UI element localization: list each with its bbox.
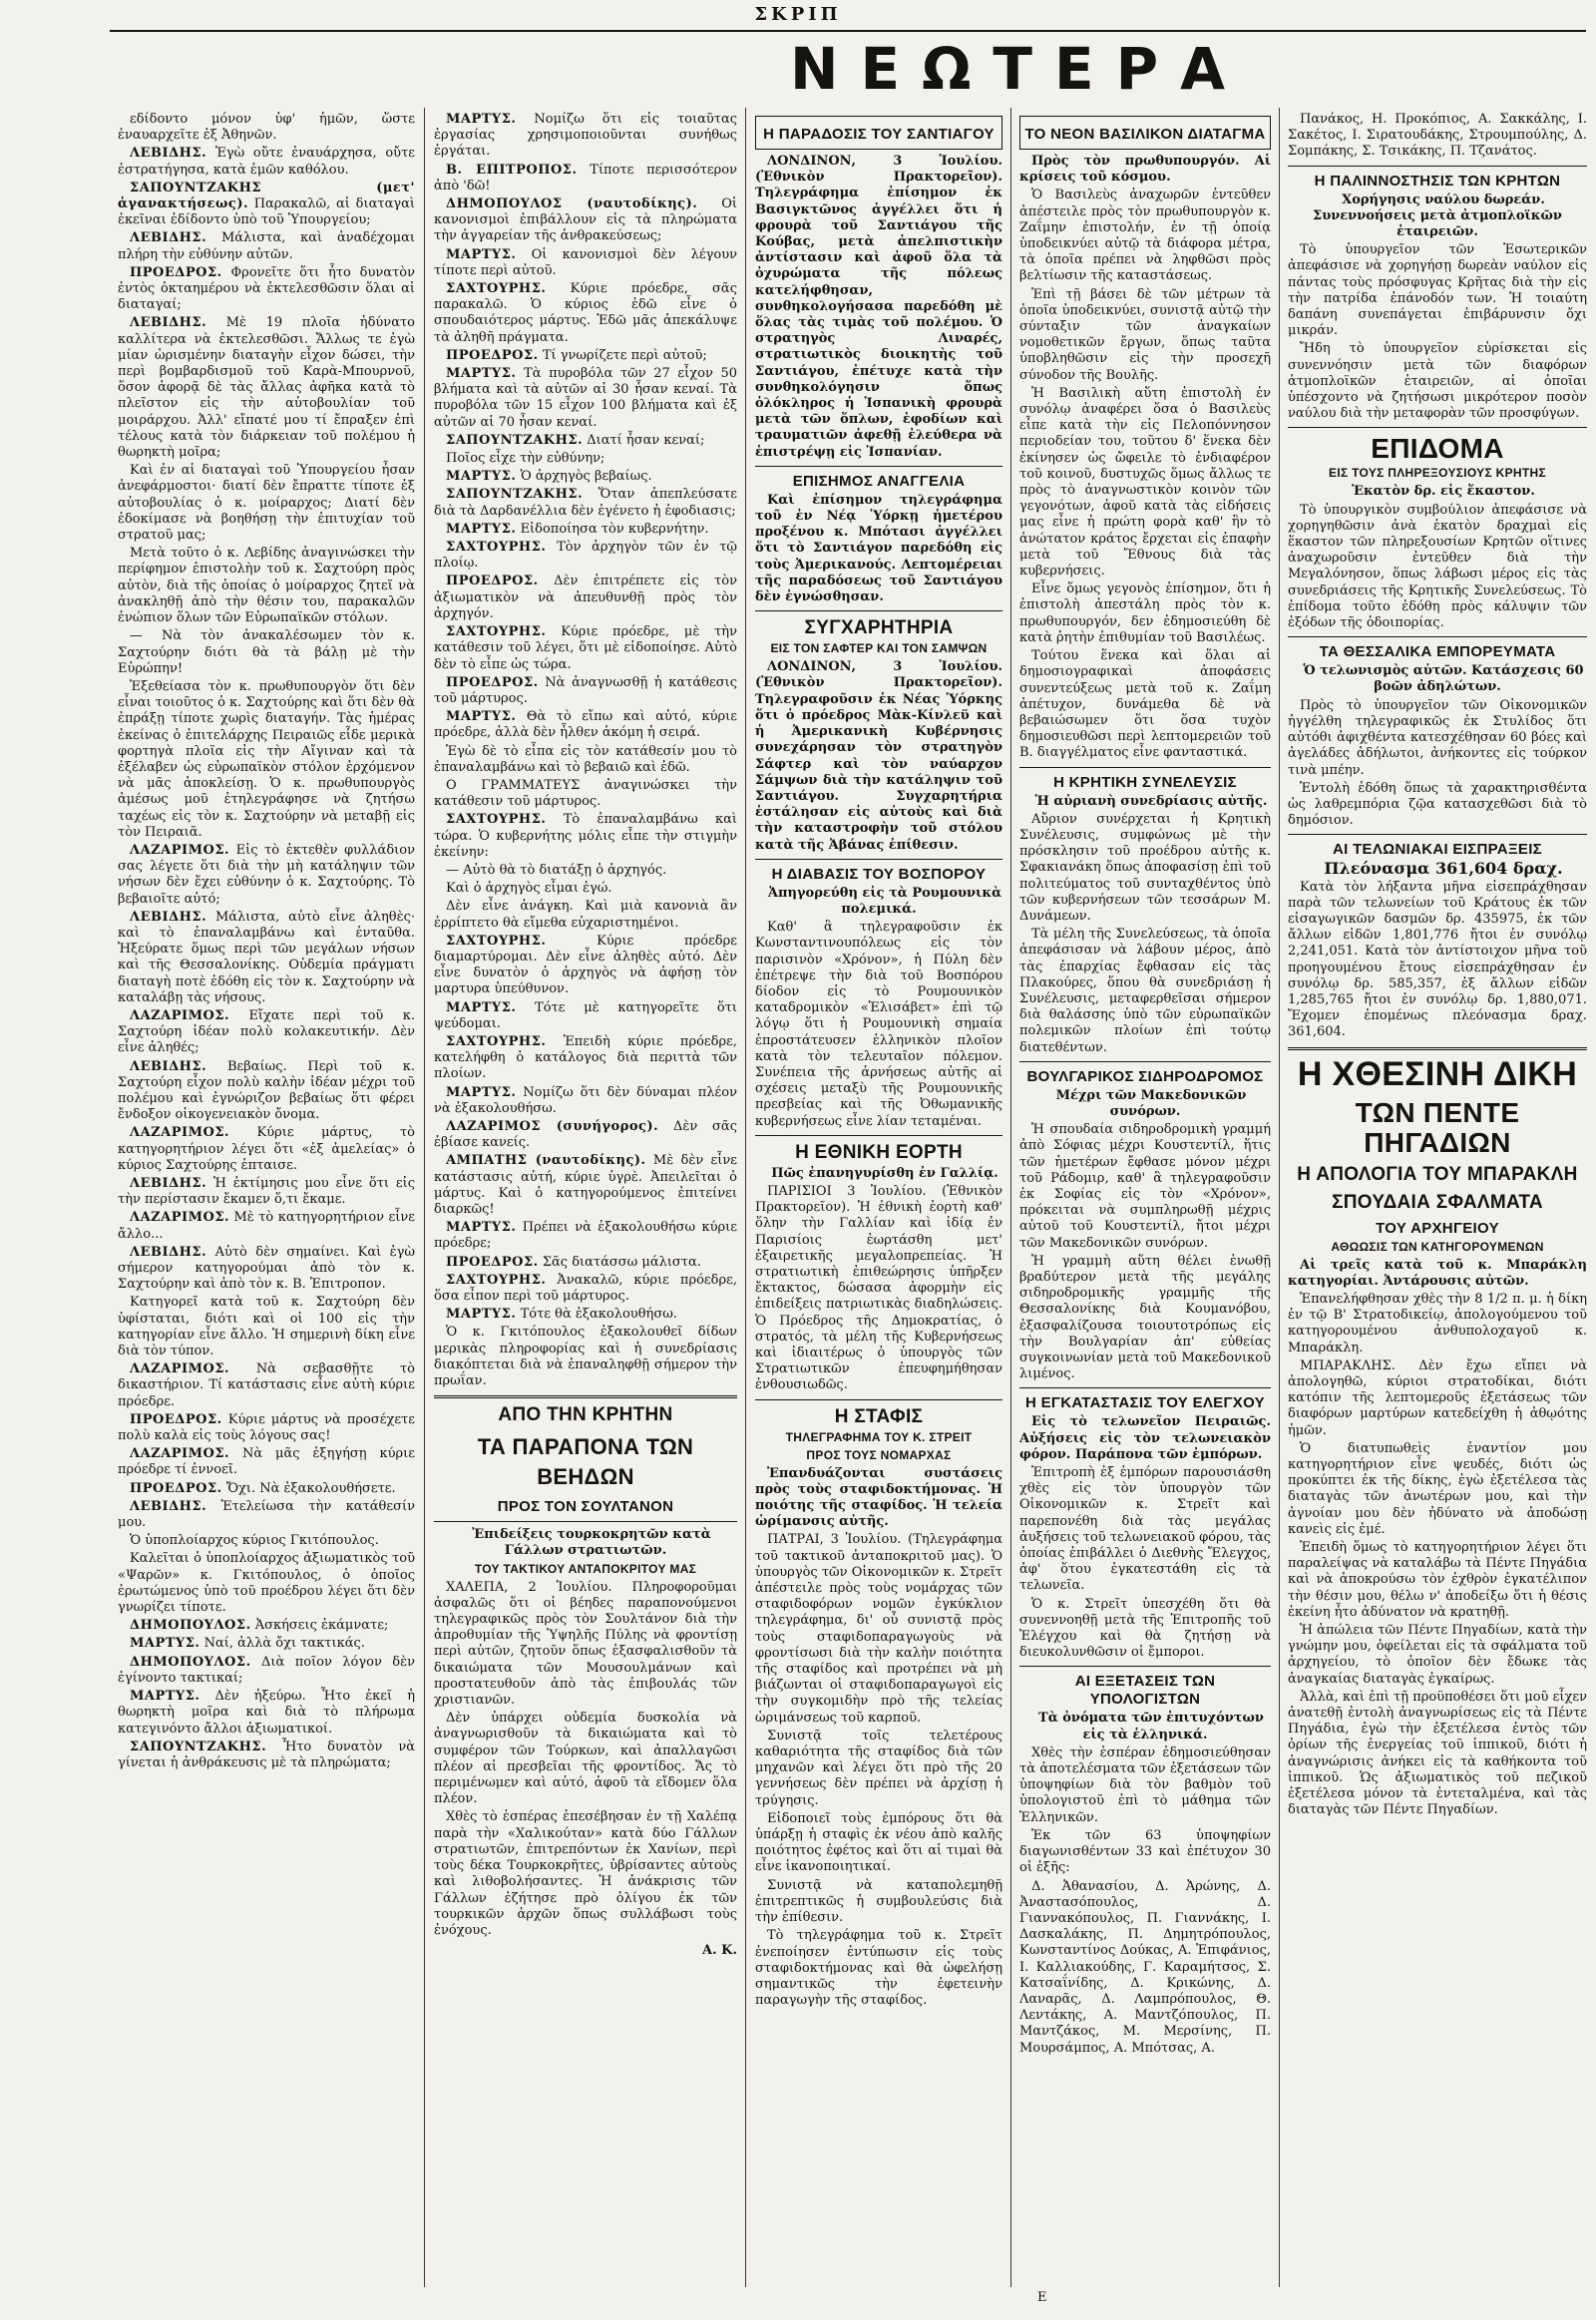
- crete-subhead: ΠΡΟΣ ΤΟΝ ΣΟΥΛΤΑΝΟΝ: [497, 1498, 674, 1516]
- paragraph: ΜΑΡΤΥΣ. Ναί, ἀλλὰ ὄχι τακτικάς.: [130, 1636, 365, 1652]
- paragraph: ΠΡΟΕΔΡΟΣ. Νὰ ἀναγνωσθῇ ἡ κατάθεσις τοῦ μάρτυρος.: [434, 674, 737, 706]
- paragraph: Ἐκ τῶν 63 ὑποψηφίων διαγωνισθέντων 33 καὶ ἐπέτυχον 30 οἱ ἐξῆς:: [1019, 1827, 1271, 1876]
- paragraph: ΣΑΧΤΟΥΡΗΣ. Κύριε πρόεδρε, σᾶς παρακαλῶ. Ὁ κύριος ἐδῶ εἶνε ὁ σπουδαιότερος μάρτυς. Ἐδῶ μᾶς ἀπεκάλυψε τὰ ἀληθῆ πράγματα.: [434, 281, 737, 345]
- speaker-name: ΛΑΖΑΡΙΜΟΣ.: [130, 842, 230, 858]
- paragraph: Χθὲς τὴν ἑσπέραν ἐδημοσιεύθησαν τὰ ἀποτελέσματα τῶν ἐξετάσεων τῶν ὑποψηφίων διὰ τὸν βαθμὸν τοῦ ὑπολογιστοῦ ἐπὶ τὸ μάθημα τῶν Ἑλληνικῶν.: [1019, 1744, 1271, 1825]
- paragraph: Καθ' ἃ τηλεγραφοῦσιν ἐκ Κωνσταντινουπόλεως εἰς τὸν παρισινὸν «Χρόνον», ἡ Πύλη δὲν ἐπέτρεψε τὴν διὰ τοῦ Βοσπόρου δίοδον εἰς τὸ Ρουμουνικὸν καταδρομικὸν «Ἐλισάβετ» ἐπὶ τῷ λόγῳ ὅτι ἡ Ρουμουνικὴ σημαία ἐπροστάτευσεν ἑλληνικὸν πλοῖον κατὰ τὸν τελευταῖον πόλεμον. Συνέπεια τῆς ἀρνήσεως αὐτῆς αἱ σχέσεις μεταξὺ τῆς Ρουμουνικῆς πρεσβείας καὶ τῆς Ὀθωμανικῆς κυβερνήσεως εἶνε λίαν τεταμέναι.: [755, 920, 1002, 1129]
- paragraph: Ἐπειδὴ ὅμως τὸ κατηγορητήριον λέγει ὅτι παραλείψας νὰ καταλάβω τὰ Πέντε Πηγάδια καὶ νὰ ἀποκρούσω τὸν ἐχθρὸν ἐγκατέλιπον τὴν θέσιν μου, θέλω ν' ἀποδείξω ὅτι ἡ θέσις ἐκείνη ἦτο ἀδύνατον νὰ κρατηθῇ.: [1288, 1540, 1587, 1620]
- bosporus-body: [755, 920, 1002, 1130]
- speaker-name: ΜΑΡΤΥΣ.: [446, 709, 517, 725]
- column-divider: [1010, 108, 1011, 2287]
- paragraph: ΜΑΡΤΥΣ. Τὰ πυροβόλα τῶν 27 εἶχον 50 βλήματα καὶ τὰ αὐτῶν αἱ 30 ἦσαν κεναί. Τὰ πυροβόλα τῶν 15 εἶχον 100 βλήματα καὶ ἐξ αὐτῶν αἱ 70 ἦσαν κεναί.: [434, 366, 737, 430]
- paragraph: Δ. Ἀθανασίου, Δ. Ἀρώνης, Δ. Ἀναστασόπουλος, Δ. Γιαννακόπουλος, Π. Γιαννάκης, Ι. Δασκαλάκης, Π. Δημητρόπουλος, Κωνσταντίνος Δούκας, Α. Ἐπιφάνιος, Ι. Καλλιακούδης, Γ. Καραμήτσος, Σ. Κατσαΐνίδης, Δ. Κρικώνης, Δ. Λαναρᾶς, Δ. Λαμπρόπουλος, Θ. Λεντάκης, Α. Μαντζόπουλος, Π. Μαντζάκος, Μ. Μερσίνης, Π. Μουρσάμπος, Α. Μπότσας, Α.: [1019, 1878, 1271, 2056]
- paragraph: ΛΕΒΙΔΗΣ. Μάλιστα, καὶ ἀναδέχομαι πλήρη τὴν εὐθύνην αὐτῶν.: [118, 230, 415, 262]
- speaker-name: ΣΑΠΟΥΝΤΖΑΚΗΣ.: [446, 432, 584, 448]
- paragraph: ΔΗΜΟΠΟΥΛΟΣ. Ἀσκήσεις ἐκάμνατε;: [130, 1618, 389, 1634]
- paragraph: ΛΕΒΙΔΗΣ. Μάλιστα, αὐτὸ εἶνε ἀληθὲς· καὶ τὸ ἐπαναλαμβάνω καὶ ἐνταῦθα. Ἠξεύρατε ὅμως περὶ τῶν μεγάλων νήσων καὶ τῆς Θεσσαλονίκης. Οὐδεμία πράγματι διαταγὴ ποτὲ ἐδόθη εἰς τὸν κ. Σαχτούρην νὰ καταλάβῃ τὰς νήσους.: [118, 909, 415, 1005]
- paragraph: Ἐξεθείασα τὸν κ. πρωθυπουργὸν ὅτι δὲν εἶναι τοιοῦτος ὁ κ. Σαχτούρης καὶ ὅτι δὲν θὰ ἐπράξῃ τίποτε χωρὶς διαταγήν. Τὰς ἡμέρας ἐκείνας ὁ ἐπιτελάρχης Πειραιῶς εἶδε μερικὰ φορτηγὰ πλοῖα εἰς τὴν Αἴγιναν καὶ τὰ ἐξέλαβεν ὡς εὐρωπαϊκὸν στόλον ἐρχόμενον νὰ μᾶς ἀποκλείσῃ. Ὁ κ. πρωθυπουργὸς ἀμέσως μοῦ ἐτηλεγράφησε νὰ ζητήσω ταχέως εἰς τὸν κ. Σαχτούρην νὰ μεταβῇ εἰς τὸν Πειραιᾶ.: [118, 678, 415, 840]
- exams-lead: Τὰ ὀνόματα τῶν ἐπιτυχόντων εἰς τὰ ἑλληνικά.: [1038, 1711, 1264, 1742]
- speaker-name: ΜΑΡΤΥΣ.: [446, 469, 517, 485]
- raisin-subhead-2: ΠΡΟΣ ΤΟΥΣ ΝΟΜΑΡΧΑΣ: [806, 1447, 952, 1462]
- rule: [1288, 636, 1587, 637]
- paragraph: Δὲν ὑπάρχει οὐδεμία δυσκολία νὰ ἀναγνωρισθοῦν τὰ δικαιώματα καὶ τὸ συμφέρον τῶν Τούρκων, καὶ ἀπαλλαγῶσι πλέον αἱ πρεσβεῖαι τῆς φροντίδος. Ἄς τὸ περιμένωμεν καὶ αὐτό, ἀφοῦ τὰ εἴδομεν ὅλα πλέον.: [434, 1711, 737, 1807]
- paragraph: Εἰδοποιεῖ τοὺς ἐμπόρους ὅτι θὰ ὑπάρξῃ ἡ σταφὶς ἐκ νέου ἀπὸ καλῆς ποιότητος ἐφέτος καὶ ὅτι αἱ τιμαὶ θὰ εἶνε ἱκανοποιητικαί.: [755, 1810, 1002, 1875]
- cretan-assembly-headline: Η ΚΡΗΤΙΚΗ ΣΥΝΕΛΕΥΣΙΣ: [1053, 773, 1237, 791]
- paragraph: ΛΑΖΑΡΙΜΟΣ. Εἴχατε περὶ τοῦ κ. Σαχτούρη ἰδέαν πολὺ κολακευτικήν. Δὲν εἶνε ἀληθές;: [118, 1007, 415, 1056]
- paragraph: ΛΕΒΙΔΗΣ. Βεβαίως. Περὶ τοῦ κ. Σαχτούρη εἶχον πολὺ καλὴν ἰδέαν μέχρι τοῦ πολέμου καὶ ἐγνώριζον βεβαίως ὅτι φέρει ἔνδοξον οἰκογενειακὸν ὄνομα.: [118, 1058, 415, 1123]
- railway-headline: ΒΟΥΛΓΑΡΙΚΟΣ ΣΙΔΗΡΟΔΡΟΜΟΣ: [1026, 1067, 1264, 1085]
- speaker-name: ΛΕΒΙΔΗΣ.: [130, 1176, 207, 1191]
- paragraph: ΣΑΠΟΥΝΤΖΑΚΗΣ (μετ' ἀγανακτήσεως). Παρακαλῶ, αἱ διαταγαὶ ἐκεῖναι ἐδίδοντο ὑπὸ τοῦ Ὑπουργείου;: [118, 180, 415, 228]
- paragraph: ΜΑΡΤΥΣ. Τότε μὲ κατηγορεῖτε ὅτι ψεύδομαι.: [434, 999, 737, 1031]
- paragraph: Τούτου ἕνεκα καὶ ὅλαι αἱ δημοσιογραφικαὶ ἀποφάσεις συνεντεύξεως μετὰ τοῦ κ. Ζαΐμη ἀπέτυχον, δυνάμεθα δὲ νὰ βεβαιώσωμεν ὅτι ὅσα τυχὸν δημοσιευθῶσι περὶ λεπτομερειῶν τοῦ Β. διαγγέλματος εἶνε φανταστικά.: [1019, 648, 1271, 761]
- paragraph: Κατὰ τὸν λήξαντα μῆνα εἰσεπράχθησαν παρὰ τῶν τελωνείων τοῦ Κράτους ἐκ τῶν εἰσαγωγικῶν δασμῶν δρ. 435975, ἐκ τῶν ἄλλων εἰδῶν 1,801,776 ἤτοι ἐν συνόλῳ 2,241,051. Κατὰ τὸν ἀντίστοιχον μῆνα τοῦ προηγουμένου ἔτους εἰσεπράχθησαν ἐν συνόλῳ δρ. 585,357, ἐξ ἄλλων εἰδῶν 1,285,765 ἤτοι ἐν συνόλῳ δρ. 1,880,071. Ἔχομεν ἐπομένως πλεόνασμα δραχ. 361,604.: [1288, 879, 1587, 1040]
- decree-headline: ΤΟ ΝΕΟΝ ΒΑΣΙΛΙΚΟΝ ΔΙΑΤΑΓΜΑ: [1024, 126, 1266, 143]
- official-headline: ΕΠΙΣΗΜΟΣ ΑΝΑΓΓΕΛΙΑ: [792, 472, 966, 490]
- paragraph: ΛΕΒΙΔΗΣ. Αὐτὸ δὲν σημαίνει. Καὶ ἐγὼ σήμερον κατηγορούμαι ἀπὸ τὸν κ. Σαχτούρην καὶ ἀπὸ τὸν κ. Β. Ἐπιτροπον.: [118, 1244, 415, 1293]
- allowance-headline: ΕΠΙΔΟΜΑ: [1371, 433, 1504, 465]
- paragraph: ΜΑΡΤΥΣ. Ὁ ἀρχηγὸς βεβαίως.: [446, 469, 652, 485]
- column-4: [1019, 112, 1271, 2276]
- speaker-name: ΜΑΡΤΥΣ.: [130, 1689, 200, 1705]
- speaker-name: ΔΗΜΟΠΟΥΛΟΣ.: [130, 1654, 251, 1670]
- paragraph: ΠΑΡΙΣΙΟΙ 3 Ἰουλίου. (Ἐθνικὸν Πρακτορεῖον). Ἡ ἐθνικὴ ἑορτὴ καθ' ὅλην τὴν Γαλλίαν καὶ ἰδίᾳ ἐν Παρισίοις ἑωρτάσθη μετ' ἐξαιρετικῆς μεγαλοπρεπείας. Ἡ στρατιωτικὴ ἐπιθεώρησις ὑπῆρξεν ἔκτακτος, δώσασα ἀφορμὴν εἰς ἐπιδείξεις πατριωτικὰς διαδηλώσεις. Ὁ Πρόεδρος τῆς Δημοκρατίας, ὁ στρατός, τὰ μέλη τῆς Κυβερνήσεως καὶ ἰδιαιτέρως ὁ ὑπουργὸς τῶν Στρατιωτικῶν ἐπευφημήθησαν ἐνθουσιωδῶς.: [755, 1183, 1002, 1393]
- repatriation-headline: Η ΠΑΛΙΝΝΟΣΤΗΣΙΣ ΤΩΝ ΚΡΗΤΩΝ: [1314, 172, 1561, 190]
- speaker-name: ΑΜΠΑΤΗΣ (ναυτοδίκης).: [446, 1153, 646, 1169]
- rule: [755, 610, 1002, 611]
- speaker-name: ΛΕΒΙΔΗΣ.: [130, 1498, 207, 1514]
- raisin-headline: Η ΣΤΑΦΙΣ: [834, 1405, 924, 1427]
- speaker-name: ΛΑΖΑΡΙΜΟΣ.: [130, 1125, 230, 1141]
- speaker-name: ΣΑΧΤΟΥΡΗΣ.: [446, 812, 547, 828]
- speaker-name: ΠΡΟΕΔΡΟΣ.: [446, 674, 539, 690]
- paragraph: ΛΑΖΑΡΙΜΟΣ. Μὲ τὸ κατηγορητήριον εἶνε ἄλλο...: [118, 1210, 415, 1242]
- paragraph: Συνιστᾷ τοῖς τελετέρους καθαριότητα τῆς σταφίδος διὰ τῶν μηχανῶν καὶ λέγει ὅτι πρὸ τῆς 20 γεννήσεως δὲν πρέπει νὰ ἀρχίσῃ ἡ τρύγησις.: [755, 1728, 1002, 1808]
- paragraph: Ὁ διατυπωθεὶς ἐναντίον μου κατηγορητήριον εἶνε ψευδές, διότι ὡς προκύπτει ἐκ τῆς δίκης, ἐγὼ ἐξετέλεσα τὰς διαταγὰς τῶν ἀνωτέρων μου, καὶ τὴν ἀγνοίαν μου δὲν ἠδύνατο νὰ ἀποδώσῃ κανεὶς εἰς ἐμέ.: [1288, 1440, 1587, 1537]
- speaker-name: ΠΡΟΕΔΡΟΣ.: [130, 1480, 222, 1496]
- speaker-name: ΜΑΡΤΥΣ.: [446, 1220, 517, 1236]
- article-santiago: [755, 116, 1002, 150]
- rule: [1019, 1061, 1271, 1062]
- paragraph: — Αὐτὸ θὰ τὸ διατάξῃ ὁ ἀρχηγός.: [446, 862, 667, 878]
- paragraph: ΠΡΟΕΔΡΟΣ. Τί γνωρίζετε περὶ αὐτοῦ;: [446, 347, 707, 363]
- bosporus-lead: Ἀπηγορεύθη εἰς τὰ Ρουμουνικὰ πολεμικά.: [767, 885, 1002, 917]
- santiago-text: ΛΟΝΔΙΝΟΝ, 3 Ἰουλίου. (Ἐθνικὸν Πρακτορεῖον). Τηλεγράφημα ἐπίσημον ἐκ Βασιγκτῶνος ἀγγέλλει ὅτι ἡ φρουρὰ τοῦ Σαντιάγου τῆς Κούβας, μετὰ ἀπελπιστικὴν ἀντίστασιν καὶ ἀφοῦ ὅλα τὰ ὀχυρώματα τῆς πόλεως κατελήφθησαν, συνθηκολογήσασα παρεδόθη μὲ ὅλας τὰς τιμὰς τοῦ πολέμου. Ὁ στρατηγὸς Λιναρές, στρατιωτικὸς διοικητὴς τοῦ Σαντιάγου, ἐπέτυχε κατὰ τὴν συνθηκολόγησιν ὅπως ὁλόκληρος ἡ Ἰσπανικὴ φρουρὰ μετὰ τῶν ὅπλων, ἐφοδίων καὶ τραυματιῶν ἀφεθῇ ἐλεύθερα νὰ ἐπιστρέψῃ εἰς Ἰσπανίαν.: [755, 154, 1002, 460]
- speaker-name: ΣΑΧΤΟΥΡΗΣ.: [446, 1033, 547, 1049]
- national-holiday-lead: Πῶς ἐπανηγυρίσθη ἐν Γαλλίᾳ.: [771, 1165, 998, 1181]
- paragraph: ΠΡΟΕΔΡΟΣ. Σᾶς διατάσσω μάλιστα.: [446, 1254, 701, 1270]
- speaker-name: ΜΑΡΤΥΣ.: [446, 521, 517, 537]
- paragraph: ΣΑΧΤΟΥΡΗΣ. Ἐπειδὴ κύριε πρόεδρε, κατελήφθη ὁ κατάλογος διὰ περιττὰ τῶν πλοίων.: [434, 1033, 737, 1082]
- paragraph: Τὸ τηλεγράφημα τοῦ κ. Στρεῖτ ἐνεποίησεν ἐντύπωσιν εἰς τοὺς σταφιδοκτήμονας καὶ θὰ ὠφελήσῃ σημαντικῶς τὴν ἐφετεινὴν παραγωγὴν τῆς σταφίδος.: [755, 1928, 1002, 2009]
- column-2-body: [434, 112, 737, 1389]
- allowance-lead: Ἑκατὸν δρ. εἰς ἕκαστον.: [1352, 484, 1535, 500]
- speaker-name: ΛΕΒΙΔΗΣ.: [130, 146, 207, 162]
- speaker-name: ΜΑΡΤΥΣ.: [446, 246, 517, 262]
- paragraph: Τὰ μέλη τῆς Συνελεύσεως, τὰ ὁποῖα ἀπεφάσισαν νὰ λάβουν μέρος, ἀπὸ τὰς ἐπαρχίας ἔφθασαν εἰς τὰς Πλακούρες, ὅπου θὰ συνεδριάσῃ ἡ Συνέλευσις, μεταφερθεῖσαι σήμερον διὰ θαλάσσης ὑπὸ τῶν εὐρωπαϊκῶν πολεμικῶν πλοίων ἐπὶ τούτῳ διατεθέντων.: [1019, 927, 1271, 1055]
- speaker-name: ΛΕΒΙΔΗΣ.: [130, 315, 207, 331]
- paragraph: Μετὰ τοῦτο ὁ κ. Λεβίδης ἀναγινώσκει τὴν περίφημον ἐπιστολὴν τοῦ κ. Σαχτούρη πρὸς αὐτὸν, διὰ τῆς ὁποίας ὁ μοίραρχος ζητεῖ νὰ ἀνακληθῇ ἀπὸ τὴν θέσιν του, παρακαλῶν ἐνώπιον ὅλων τῶν Εὐρωπαϊκῶν στόλων.: [118, 546, 415, 626]
- thessaly-lead: Ὁ τελωνισμὸς αὐτῶν. Κατάσχεσις 60 βοῶν ἀδηλώτων.: [1303, 663, 1584, 695]
- paragraph: Δὲν εἶνε ἀνάγκη. Καὶ μιὰ κανονιὰ ἂν ἐρρίπτετο θὰ εἴμεθα εὐχαριστημένοι.: [434, 899, 737, 931]
- paragraph: ΣΑΧΤΟΥΡΗΣ. Τὸ ἐπαναλαμβάνω καὶ τώρα. Ὁ κυβερνήτης μόλις εἶπε τὴν στιγμὴν ἐκείνην:: [434, 812, 737, 860]
- allowance-body: [1288, 503, 1587, 632]
- paragraph: Ἐπὶ τῇ βάσει δὲ τῶν μέτρων τὰ ὁποῖα ὑποδεικνύει, συνιστᾷ αὐτῷ τὴν σύνταξιν τῶν ἀναγκαίων νομοθετικῶν ἔργων, ὅπως ταῦτα ὑποβληθῶσιν εἰς τὴν προσεχῆ σύνοδον τῆς Βουλῆς.: [1019, 286, 1271, 383]
- speaker-name: ΣΑΠΟΥΝΤΖΑΚΗΣ.: [130, 1739, 267, 1754]
- speaker-name: ΠΡΟΕΔΡΟΣ.: [130, 1411, 222, 1427]
- customs-lead: Πλεόνασμα 361,604 δραχ.: [1324, 859, 1563, 879]
- paragraph: ΜΠΑΡΑΚΛΗΣ. Δὲν ἔχω εἴπει νὰ ἀπολογηθῶ, κύριοι στρατοδίκαι, διότι κατόπιν τῆς λεπτομεροῦς ἐξετάσεως τῶν διαφόρων μαρτύρων κατεδείχθη ἡ ἀθῳότης ἡμῶν.: [1288, 1357, 1587, 1438]
- section-rule: [1288, 1047, 1587, 1050]
- speaker-name: ΜΑΡΤΥΣ.: [446, 1307, 517, 1323]
- trial-lead: Αἱ τρεῖς κατὰ τοῦ κ. Μπαράκλη κατηγορίαι. Ἀντάρουσις αὐτῶν.: [1288, 1257, 1587, 1289]
- paragraph: Ἐντολὴ ἐδόθη ὅπως τὰ χαρακτηρισθέντα ὡς λαθρεμπόρια ζῷα κατασχεθῶσι διὰ τὸ δημόσιον.: [1288, 780, 1587, 829]
- paragraph: ΣΑΠΟΥΝΤΖΑΚΗΣ. Ἦτο δυνατὸν νὰ γίνεται ἡ ἀνθράκευσις μὲ τὰ πληρώματα;: [118, 1739, 415, 1770]
- speaker-name: ΣΑΧΤΟΥΡΗΣ.: [446, 1272, 547, 1288]
- paragraph: Χθὲς τὸ ἑσπέρας ἐπεσέβησαν ἐν τῇ Χαλέπᾳ παρὰ τὴν «Χαλικούταν» κατὰ δύο Γάλλων στρατιωτῶν, ἐπιτρεπόντων ἐκ Χανίων, περὶ τοὺς δέκα Τουρκοκρῆτες, ὑβρίσαντες αὐτοὺς καὶ λιθοβολήσαντες. Ἡ ἀνάκρισις τῶν Γάλλων ἐζήτησε πρὸ ὀλίγου ἐκ τῶν τουρκικῶν ἀρχῶν ὅπως συλλάβωσι τοὺς ἐνόχους.: [434, 1809, 737, 1938]
- speaker-name: ΜΑΡΤΥΣ.: [446, 999, 517, 1015]
- control-headline: Η ΕΓΚΑΤΑΣΤΑΣΙΣ ΤΟΥ ΕΛΕΓΧΟΥ: [1025, 1394, 1265, 1412]
- rule: [1019, 1666, 1271, 1667]
- paragraph: Ἐγὼ δὲ τὸ εἶπα εἰς τὸν κατάθεσίν μου τὸ ἐπαναλαμβάνω καὶ τὸ βεβαιῶ καὶ ἐδῶ.: [434, 743, 737, 775]
- national-holiday-body: [755, 1184, 1002, 1394]
- congrats-headline: ΣΥΓΧΑΡΗΤΗΡΙΑ: [804, 617, 954, 639]
- railway-lead: Μέχρι τῶν Μακεδονικῶν συνόρων.: [1055, 1087, 1247, 1119]
- speaker-name: ΜΑΡΤΥΣ.: [446, 366, 517, 382]
- paragraph: Τὸ ὑπουργικὸν συμβούλιον ἀπεφάσισε νὰ χορηγηθῶσιν ἀνὰ ἑκατὸν δραχμαὶ εἰς ἕκαστον τῶν πληρεξουσίων Κρητῶν οἵτινες ἀναχωροῦσιν ἐντεῦθεν διὰ τὴν Μεγαλόνησον, ὅπως λάβωσι μέρος εἰς τὰς συνεδριάσεις τῆς Κρητικῆς Συνελεύσεως. Τὸ ἐπίδομα τοῦτο ἐδόθη πρὸς κάλυψιν τῶν ἐξόδων τῆς ὁδοιπορίας.: [1288, 502, 1587, 631]
- bosporus-headline: Η ΔΙΑΒΑΣΙΣ ΤΟΥ ΒΟΣΠΟΡΟΥ: [771, 865, 987, 883]
- thessaly-body: [1288, 698, 1587, 830]
- paragraph: Β. ΕΠΙΤΡΟΠΟΣ. Τίποτε περισσότερον ἀπὸ 'δῶ!: [434, 162, 737, 193]
- crete-body: [434, 1580, 737, 1939]
- paragraph: ΛΑΖΑΡΙΜΟΣ. Νὰ σεβασθῇτε τὸ δικαστήριον. Τί κατάστασις εἶνε αὐτὴ κύριε πρόεδρε.: [118, 1361, 415, 1409]
- control-lead: Εἰς τὸ τελωνεῖον Πειραιῶς. Αὐξήσεις εἰς τὸν τελωνειακὸν φόρον. Παράπονα τῶν ἐμπόρων.: [1019, 1414, 1271, 1462]
- rule: [755, 1399, 1002, 1400]
- paragraph: ΜΑΡΤΥΣ. Οἱ κανονισμοὶ δὲν λέγουν τίποτε περὶ αὐτοῦ.: [434, 246, 737, 278]
- customs-headline: ΑΙ ΤΕΛΩΝΙΑΚΑΙ ΕΙΣΠΡΑΞΕΙΣ: [1333, 841, 1542, 859]
- rule: [755, 466, 1002, 467]
- paragraph: ΣΑΠΟΥΝΤΖΑΚΗΣ. Διατί ἦσαν κεναί;: [446, 432, 705, 448]
- speaker-name: ΛΑΖΑΡΙΜΟΣ (συνήγορος).: [446, 1118, 659, 1134]
- paragraph: ΠΡΟΕΔΡΟΣ. Ὄχι. Νὰ ἐξακολουθήσετε.: [130, 1480, 396, 1496]
- paragraph: Ἐπιτροπὴ ἐξ ἐμπόρων παρουσιάσθη χθὲς εἰς τὸν ὑπουργὸν τῶν Οἰκονομικῶν κ. Στρεῖτ καὶ παρεπονέθη διὰ τὰς μεγάλας ἀυξήσεις τοῦ τελωνειακοῦ φόρου, τὰς ὁποίας ἐπιβάλλει ὁ Διεθνὴς Ἔλεγχος, ἀφ' ὅτου ἐγκατεστάθη εἰς τὰ τελωνεῖα.: [1019, 1465, 1271, 1594]
- paragraph: ΠΡΟΕΔΡΟΣ. Δὲν ἐπιτρέπετε εἰς τὸν ἀξιωματικὸν νὰ ἀπευθυνθῇ πρὸς τὸν ἀρχηγόν.: [434, 574, 737, 621]
- paragraph: Ἡ ἀπώλεια τῶν Πέντε Πηγαδίων, κατὰ τὴν γνώμην μου, ὀφείλεται εἰς τὰ σφάλματα τοῦ ἀρχηγείου, τὸ ὁποῖον δὲν ἔδωκε τὰς ἀναγκαίας διαταγὰς ἐγκαίρως.: [1288, 1623, 1587, 1687]
- speaker-name: ΛΑΖΑΡΙΜΟΣ.: [130, 1210, 230, 1226]
- paragraph: Καὶ ὁ ἀρχηγὸς εἶμαι ἐγώ.: [446, 881, 612, 897]
- exams-body: [1019, 1745, 1271, 2057]
- speaker-name: ΛΕΒΙΔΗΣ.: [130, 230, 207, 246]
- crete-byline: ΤΟΥ ΤΑΚΤΙΚΟΥ ΑΝΤΑΠΟΚΡΙΤΟΥ ΜΑΣ: [474, 1561, 697, 1576]
- paragraph: ΛΑΖΑΡΙΜΟΣ (συνήγορος). Δὲν σᾶς ἐβίασε κανείς.: [434, 1118, 737, 1151]
- paragraph: Ἡ γραμμὴ αὕτη θέλει ἑνωθῇ βραδύτερον μετὰ τῆς μεγάλης σιδηροδρομικῆς γραμμῆς τῆς Θεσσαλονίκης διὰ Κουμανόβου, ἐξασφαλίζουσα τοιουτοτρόπως εἰς τὴν Βουλγαρίαν ἀπ' εὐθείας συγκοινωνίαν μετὰ τοῦ Μακεδονικοῦ λιμένος.: [1019, 1253, 1271, 1382]
- paragraph: Ἡ Βασιλικὴ αὕτη ἐπιστολὴ ἐν συνόλῳ ἀναφέρει ὅσα ὁ Βασιλεὺς εἶπε κατὰ τὴν εἰς Πελοπόννησον περιοδείαν του, τοῦτου δ' ἕνεκα δὲν ἐκίνησεν ὡς ὤφειλε τὸ ἐνδιαφέρον τοῦ κοινοῦ, δυστυχῶς ὅμως ἄλλως τε πρὸς τὸ ἀναγνωστικὸν κοινὸν τῶν γεγονότων, ἀφοῦ κατὰ τὰς εἰδήσεις μας εἶνε ἡ πρώτη φορὰ καθ' ἣν τὸ ἀνώτατον κράτος ἔρχεται εἰς ἐπαφὴν μετὰ τοῦ Ἔθνους διὰ τὰς κυβερνήσεις.: [1019, 385, 1271, 580]
- paragraph: ΜΑΡΤΥΣ. Νομίζω ὅτι δὲν δύναμαι πλέον νὰ ἐξακολουθήσω.: [434, 1084, 737, 1116]
- paragraph: Εἶνε ὅμως γεγονὸς ἐπίσημον, ὅτι ἡ ἐπιστολὴ ἀπεστάλη πρὸς τὸν κ. πρωθυπουργόν, δεν ἐδημοσιεύθη δὲ κατὰ ῥητὴν ἐπιθυμίαν τοῦ Βασιλέως.: [1019, 581, 1271, 645]
- official-text: Καὶ ἐπίσημον τηλεγράφημα τοῦ ἐν Νέᾳ Ὑόρκῃ ἡμετέρου προξένου κ. Μπότασι ἀγγέλλει ὅτι τὸ Σαντιάγον παρεδόθη εἰς τοὺς Ἀμερικανούς. Λεπτομέρειαι τῆς παραδόσεως τοῦ Σαντιάγου δὲν ἐγνώσθησαν.: [755, 492, 1002, 605]
- paragraph: Ἡ σπουδαία σιδηροδρομικὴ γραμμή ἀπὸ Σόφιας μέχρι Κουστεντίλ, ἥτις τῶν ἡμετέρων ἔφθασε μόνον μέχρι τοῦ Ράδομιρ, καθ' ἃ τηλεγραφοῦσιν ἐκ Σοφίας εἰς τὸν «Χρόνον», πρόκειται νὰ συμπληρωθῇ μέχρις αὐτοῦ τοῦ Κουστεντίλ, ἤτοι μέχρι τῶν Μακεδονικῶν συνόρων.: [1019, 1122, 1271, 1251]
- speaker-name: ΠΡΟΕΔΡΟΣ.: [130, 264, 222, 280]
- trial-subhead-2: ΣΠΟΥΔΑΙΑ ΣΦΑΛΜΑΤΑ: [1332, 1191, 1543, 1213]
- repatriation-lead: Χορήγησις ναύλου δωρεάν. Συνεννοήσεις μετὰ ἀτμοπλοϊκῶν ἑταιρειῶν.: [1313, 192, 1562, 240]
- paragraph: ΛΕΒΙΔΗΣ. Ἡ ἐκτίμησις μου εἶνε ὅτι εἰς τὴν περίστασιν ἔκαμεν ὅ,τι ἔκαμε.: [118, 1176, 415, 1208]
- speaker-name: ΜΑΡΤΥΣ.: [446, 112, 517, 127]
- speaker-name: ΠΡΟΕΔΡΟΣ.: [446, 1254, 539, 1270]
- masthead-rule: [110, 30, 1586, 32]
- speaker-name: ΜΑΡΤΥΣ.: [446, 1084, 517, 1100]
- trial-subhead-4: ΑΘΩΩΣΙΣ ΤΩΝ ΚΑΤΗΓΟΡΟΥΜΕΝΩΝ: [1331, 1239, 1544, 1254]
- santiago-headline: Η ΠΑΡΑΔΟΣΙΣ ΤΟΥ ΣΑΝΤΙΑΓΟΥ: [763, 126, 995, 143]
- paragraph: Ἐπανελήφθησαν χθὲς τὴν 8 1/2 π. μ. ἡ δίκη ἐν τῷ Β' Στρατοδικείῳ, ἀπολογούμενου τοῦ κατηγορουμένου ἀνθυπολοχαγοῦ κ. Μπαράκλη.: [1288, 1291, 1587, 1355]
- paragraph: ΣΑΧΤΟΥΡΗΣ. Κύριε πρόεδρε, μὲ τὴν κατάθεσιν τοῦ λέγει, ὅτι μὲ εἰδοποίησε. Αὐτὸ δὲν τὸ εἶπε ὡς τώρα.: [434, 624, 737, 672]
- paragraph: ΛΕΒΙΔΗΣ. Μὲ 19 πλοῖα ἠδύνατο καλλίτερα νὰ ἐκτελεσθῶσι. Ἄλλως τε ἐγὼ μίαν ὡρισμένην διαταγὴν εἶχον δώσει, τὴν περὶ βομβαρδισμοῦ τοῦ Καρὰ-Μπουρνοῦ, ὅσον ἀφορᾷ δὲ τὰς ἄλλας ἀφῆκα κατὰ τὸ πλεῖστον εἰς τὴν αὐτοβουλίαν τοῦ μοιράρχου. Ἀλλ' εἴπατέ μου τί ἔπραξεν ἐπὶ τέλους κατὰ τὸν διάρκειαν τοῦ πολέμου ἡ θωρηκτὴ μοῖρα;: [118, 315, 415, 461]
- paragraph: ΠΑΤΡΑΙ, 3 Ἰουλίου. (Τηλεγράφημα τοῦ τακτικοῦ ἀνταποκριτοῦ μας). Ὁ ὑπουργὸς τῶν Οἰκονομικῶν κ. Στρεῖτ ἀπέστειλε πρὸς τοὺς νομάρχας τῶν σταφιδοφόρων νομῶν ἐγκύκλιον τηλεγράφημα, δι' οὗ συνιστᾷ πρὸς τοὺς σταφιδοπαραγωγοὺς νὰ φροντίσωσι διὰ τὴν καλὴν ποιότητα τῆς σταφίδος καὶ προτρέπει νὰ μὴ βιάζωνται οἱ σταφιδοπαραγωγοὶ εἰς τὴν συγκομιδὴν πρὸ τῆς τελείας ὡριμάνσεως τοῦ καρποῦ.: [755, 1532, 1002, 1726]
- paragraph: Κατηγορεῖ κατὰ τοῦ κ. Σαχτούρη δὲν ὑφίσταται, διότι καὶ οἱ 100 εἰς τὴν κατηγορίαν εἶνε ἄλλο. Ἡ σημερινὴ δίκη εἶνε διὰ τὸν τύπον.: [118, 1295, 415, 1359]
- paragraph: Ποῖος εἶχε τὴν εὐθύνην;: [446, 451, 605, 467]
- newspaper-name: ΣΚΡΙΠ: [754, 4, 842, 25]
- raisin-lead: Ἐπανδυάζονται συστάσεις πρὸς τοὺς σταφιδοκτήμονας. Ἡ ποιότης τῆς σταφίδος. Ἡ τελεία ὡρίμανσις αὐτῆς.: [755, 1465, 1002, 1530]
- column-2: [434, 112, 737, 2276]
- speaker-name: ΛΕΒΙΔΗΣ.: [130, 909, 207, 925]
- paragraph: ΛΑΖΑΡΙΜΟΣ. Νὰ μᾶς ἐξηγήσῃ κύριε πρόεδρε τί ἐννοεῖ.: [118, 1446, 415, 1478]
- speaker-name: ΛΑΖΑΡΙΜΟΣ.: [130, 1007, 230, 1023]
- speaker-name: Β. ΕΠΙΤΡΟΠΟΣ.: [446, 162, 578, 178]
- paragraph: ΜΑΡΤΥΣ. Τότε θὰ ἐξακολουθήσω.: [446, 1307, 677, 1323]
- column-divider: [745, 108, 746, 2287]
- paragraph: ΛΑΖΑΡΙΜΟΣ. Κύριε μάρτυς, τὸ κατηγορητήριον λέγει ὅτι «ἐξ ἀμελείας» ὁ κύριος Σαχτούρης ἐπταισε.: [118, 1125, 415, 1173]
- speaker-name: ΔΗΜΟΠΟΥΛΟΣ.: [130, 1618, 251, 1634]
- rule: [1019, 1387, 1271, 1388]
- speaker-name: ΣΑΧΤΟΥΡΗΣ.: [446, 933, 547, 949]
- rule: [1288, 166, 1587, 167]
- paragraph: Ἀλλὰ, καὶ ἐπὶ τῇ προϋποθέσει ὅτι μοῦ εἶχεν ἀνατεθῇ ἐντολὴ ἀναγνωρίσεως εἰς τὰ Πέντε Πηγάδια, ἐγὼ τὴν ἐξετέλεσα ἐντὸς τῶν ὁρίων τῆς ἐνεργείας τοῦ ἱππικοῦ, διότι ἡ ἀναγνώρισις ἀνήκει εἰς τὰ καθήκοντα τοῦ ἱππικοῦ. Ὡς ἀξιωματικὸς τοῦ πεζικοῦ ἐξετέλεσα μόνον τὰ ἐντεταλμένα, καὶ τὰς διαταγὰς τῶν Πέντε Πηγαδίων.: [1288, 1689, 1587, 1818]
- column-divider: [1279, 108, 1280, 2287]
- paragraph: ΛΕΒΙΔΗΣ. Ἐτελείωσα τὴν κατάθεσίν μου.: [118, 1498, 415, 1531]
- repatriation-body: [1288, 242, 1587, 422]
- paragraph: ΜΑΡΤΥΣ. Δὲν ἠξεύρω. Ἦτο ἐκεῖ ἡ θωρηκτὴ μοῖρα καὶ διὰ τὸ πλήρωμα κατεγινόντο ἄλλοι ἀξιωματικοί.: [118, 1689, 415, 1737]
- raisin-body: [755, 1532, 1002, 2009]
- allowance-subhead: ΕΙΣ ΤΟΥΣ ΠΛΗΡΕΞΟΥΣΙΟΥΣ ΚΡΗΤΗΣ: [1329, 466, 1546, 481]
- section-rule: [434, 1395, 737, 1398]
- rule: [1288, 427, 1587, 428]
- thessaly-headline: ΤΑ ΘΕΣΣΑΛΙΚΑ ΕΜΠΟΡΕΥΜΑΤΑ: [1319, 643, 1556, 661]
- page-mark: Ε: [1037, 2290, 1047, 2305]
- speaker-name: ΣΑΠΟΥΝΤΖΑΚΗΣ.: [446, 487, 584, 503]
- paragraph: ΛΑΖΑΡΙΜΟΣ. Εἰς τὸ ἐκτεθὲν φυλλάδιον σας λέγετε ὅτι διὰ τὴν μὴ κατάληψιν τῶν νήσων δὲν ἔχει εὐθύνην ὁ κ. Σαχτούρης. Τὸ βεβαιοῖτε αὐτό;: [118, 842, 415, 907]
- customs-body: [1288, 880, 1587, 1041]
- trial-body: [1288, 1292, 1587, 1819]
- paragraph: ΔΗΜΟΠΟΥΛΟΣ. Διὰ ποῖον λόγον δὲν ἐγίνοντο τακτικαί;: [118, 1654, 415, 1686]
- paragraph: Καλεῖται ὁ ὑποπλοίαρχος ἀξιωματικὸς τοῦ «Ψαρῶν» κ. Γκιτόπουλος, ὁ ὁποῖος ἐρωτώμενος ὑπὸ τοῦ προέδρου λέγει ὅτι δὲν γνωρίζει τίποτε.: [118, 1551, 415, 1616]
- column-divider: [424, 108, 425, 2287]
- paragraph: Ὁ κ. Γκιτόπουλος ἐξακολουθεῖ δίδων μερικὰς πληροφορίας καὶ ἡ συνεδρίασις διακόπτεται διὰ νὰ ἐπαναληφθῇ σήμερον τὴν πρωΐαν.: [434, 1325, 737, 1389]
- speaker-name: ΣΑΠΟΥΝΤΖΑΚΗΣ (μετ' ἀγανακτήσεως).: [118, 180, 415, 212]
- article-decree: [1019, 116, 1271, 150]
- banner-title: ΝΕΩΤΕΡΑ: [789, 35, 1248, 103]
- crete-signature: Α. Κ.: [702, 1943, 737, 1959]
- crete-headline: ΤΑ ΠΑΡΑΠΟΝΑ ΤΩΝ ΒΕΗΔΩΝ: [477, 1434, 694, 1490]
- trial-headline-2: ΤΩΝ ΠΕΝΤΕ ΠΗΓΑΔΙΩΝ: [1355, 1096, 1520, 1158]
- speaker-name: ΣΑΧΤΟΥΡΗΣ.: [446, 281, 547, 297]
- speaker-name: ΠΡΟΕΔΡΟΣ.: [446, 347, 539, 363]
- paragraph: Αὔριον συνέρχεται ἡ Κρητικὴ Συνέλευσις, συμφώνως μὲ τὴν πρόσκλησιν τοῦ προέδρου αὐτῆς κ. Σφακιανάκη ὅπως ἀποφασίσῃ ἐπὶ τοῦ πολιτεύματος τοῦ συνταχθέντος ὑπὸ τῶν κυβερνήσεων τῶν τεσσάρων Μ. Δυνάμεων.: [1019, 811, 1271, 924]
- column-1: [118, 112, 415, 2276]
- raisin-subhead: ΤΗΛΕΓΡΑΦΗΜΑ ΤΟΥ Κ. ΣΤΡΕΙΤ: [785, 1429, 973, 1444]
- masthead: [0, 0, 1596, 103]
- paragraph: εδίδοντο μόνον ὑφ' ἡμῶν, ὥστε ἐναυαρχεῖτε ἐξ Ἀθηνῶν.: [118, 112, 415, 144]
- railway-body: [1019, 1122, 1271, 1382]
- speaker-name: ΜΑΡΤΥΣ.: [130, 1636, 200, 1652]
- speaker-name: ΣΑΧΤΟΥΡΗΣ.: [446, 624, 547, 640]
- paragraph: ΣΑΠΟΥΝΤΖΑΚΗΣ. Ὅταν ἀπεπλεύσατε διὰ τὰ Δαρδανέλλια δὲν ἐγένετο ἡ ἐφοδιασις;: [434, 487, 737, 519]
- paragraph: ΜΑΡΤΥΣ. Θὰ τὸ εἴπω καὶ αὐτό, κύριε πρόεδρε, ἀλλὰ δὲν ἦλθεν ἀκόμη ἡ σειρά.: [434, 709, 737, 741]
- paragraph: Ὁ κ. Στρεῖτ ὑπεσχέθη ὅτι θὰ συνεννοηθῇ μετὰ τῆς Ἐπιτροπῆς τοῦ Ἐλέγχου καὶ θὰ ζητήσῃ νὰ διευκολυνθῶσιν οἱ ἔμποροι.: [1019, 1596, 1271, 1661]
- paragraph: ΣΑΧΤΟΥΡΗΣ. Τὸν ἀρχηγὸν τῶν ἐν τῷ πλοίῳ.: [434, 540, 737, 572]
- congrats-subhead: ΕΙΣ ΤΟΝ ΣΑΦΤΕΡ ΚΑΙ ΤΟΝ ΣΑΜΨΩΝ: [770, 641, 988, 656]
- paragraph: ΧΑΛΕΠΑ, 2 Ἰουλίου. Πληροφοροῦμαι ἀσφαλῶς ὅτι οἱ βέηδες παραπονούμενοι τηλεγραφικῶς πρὸς τὸν Σουλτάνον διὰ τὴν ἀπροθυμίαν τῆς Ὑψηλῆς Πύλης νὰ φροντίσῃ περὶ αὐτῶν, ζητοῦν ὅπως ἐξασφαλισθοῦν τὰ δικαιώματα τῶν Μουσουλμάνων καὶ προστατευθοῦν ἀπὸ τὰς ἐπιβουλάς τῶν χριστιανῶν.: [434, 1579, 737, 1709]
- paragraph: ΔΗΜΟΠΟΥΛΟΣ (ναυτοδίκης). Οἱ κανονισμοὶ ἐπιβάλλουν εἰς τὰ πληρώματα τὴν ἀγγαρείαν τῆς ἀνθρακεύσεως;: [434, 196, 737, 244]
- paragraph: Ὁ ὑποπλοίαρχος κύριος Γκιτόπουλος.: [130, 1533, 379, 1549]
- speaker-name: ΛΕΒΙΔΗΣ.: [130, 1058, 207, 1074]
- paragraph: ΣΑΧΤΟΥΡΗΣ. Ἀνακαλῶ, κύριε πρόεδρε, ὅσα εἶπον περὶ τοῦ μάρτυρος.: [434, 1272, 737, 1305]
- crete-title: ΑΠΟ ΤΗΝ ΚΡΗΤΗΝ: [498, 1404, 673, 1426]
- paragraph: ΣΑΧΤΟΥΡΗΣ. Κύριε πρόεδρε διαμαρτύρομαι. Δὲν εἶνε ἀληθὲς αὐτό. Δὲν εἶνε δυνατὸν ὁ ἀρχηγὸς νὰ ἀφήσῃ τὸν μαρτυρα ὑπεύθυνον.: [434, 933, 737, 997]
- paragraph: Καὶ ἐν αἱ διαταγαὶ τοῦ Ὑπουργείου ἦσαν ἀνεφάρμοστοι· διατί δὲν ἔπραττε τίποτε ἐξ αὐτοβουλίας ὁ κ. μοίραρχος; Διατί δὲν ἐδοκίμασε νὰ βοηθήσῃ τὴν ἐπιτυχίαν τοῦ στρατοῦ μας;: [118, 463, 415, 544]
- speaker-name: ΣΑΧΤΟΥΡΗΣ.: [446, 540, 547, 556]
- speaker-name: ΔΗΜΟΠΟΥΛΟΣ (ναυτοδίκης).: [446, 196, 698, 212]
- exams-headline: ΑΙ ΕΞΕΤΑΣΕΙΣ ΤΩΝ ΥΠΟΛΟΓΙΣΤΩΝ: [1074, 1673, 1216, 1709]
- speaker-name: ΛΕΒΙΔΗΣ.: [130, 1244, 207, 1260]
- paragraph: ΜΑΡΤΥΣ. Εἰδοποίησα τὸν κυβερνήτην.: [446, 521, 709, 537]
- cretan-assembly-lead: Ἡ αὐριανὴ συνεδρίασις αὐτῆς.: [1034, 793, 1268, 809]
- paragraph: Συνιστᾷ νὰ καταπολεμηθῇ ἐπιτρεπτικῶς ἡ συμβουλεύσις διὰ τὴν ἐπίθεσιν.: [755, 1877, 1002, 1926]
- paragraph: Ἤδη τὸ ὑπουργεῖον εὑρίσκεται εἰς συνεννόησιν μετὰ τῶν διαφόρων ἀτμοπλοϊκῶν ἑταιρειῶν, αἱ ὁποῖαι ὑπέσχοντο νὰ ζητήσωσι μικρότερον ποσὸν ναύλου διὰ τὴν μεταφορὰν τῶν προσφύγων.: [1288, 341, 1587, 422]
- paragraph: Τὸ ὑπουργεῖον τῶν Ἐσωτερικῶν ἀπεφάσισε νὰ χορηγήσῃ δωρεὰν ναύλον εἰς πάντας τοὺς πρόσφυγας Κρῆτας διὰ τὴν εἰς τὴν πατρίδα ἐπάνοδόν των. Ἡ τοιαύτη δαπάνη συνεπάγεται ἐπιβάρυνσιν ὄχι μικράν.: [1288, 242, 1587, 339]
- decree-lead: Πρὸς τὸν πρωθυπουργόν. Αἱ κρίσεις τοῦ κόσμου.: [1019, 154, 1271, 186]
- paragraph: ΠΡΟΕΔΡΟΣ. Φρονεῖτε ὅτι ἦτο δυνατὸν ἐντὸς ὀκταημέρου νὰ ἐκτελεσθῶσιν ὅλαι αἱ διαταγαί;: [118, 264, 415, 313]
- speaker-name: ΛΑΖΑΡΙΜΟΣ.: [130, 1446, 230, 1462]
- cretan-assembly-body: [1019, 812, 1271, 1056]
- trial-subhead: Η ΑΠΟΛΟΓΙΑ ΤΟΥ ΜΠΑΡΑΚΛΗ: [1297, 1163, 1578, 1185]
- paragraph: — Νὰ τὸν ἀνακαλέσωμεν τὸν κ. Σαχτούρην διότι θὰ τὰ βάλῃ μὲ τὴν Εὐρώπην!: [118, 628, 415, 676]
- column-1-body: [118, 112, 415, 1771]
- national-holiday-headline: Η ΕΘΝΙΚΗ ΕΟΡΤΗ: [795, 1141, 963, 1163]
- paragraph: Πρὸς τὸ ὑπουργεῖον τῶν Οἰκονομικῶν ἠγγέλθη τηλεγραφικῶς ἐκ Στυλίδος ὅτι αὐτόθι ἀφιχθέντα κατεσχέθησαν 60 βόες καὶ ἀγελάδες ἀδήλωτοι, ἀνήκοντες εἰς τούρκον τινὰ μπέην.: [1288, 697, 1587, 778]
- rule: [1288, 834, 1587, 835]
- paragraph: ΜΑΡΤΥΣ. Νομίζω ὅτι εἰς τοιαῦτας ἐργασίας χρησιμοποιοῦνται συνήθως ἐργάται.: [434, 112, 737, 160]
- congrats-text: ΛΟΝΔΙΝΟΝ, 3 Ἰουλίου. (Ἐθνικὸν Πρακτορεῖον). Τηλεγραφοῦσιν ἐκ Νέας Ὑόρκης ὅτι ὁ πρόεδρος Μὰκ-Κίνλεϋ καὶ ἡ Ἀμερικανικὴ Κυβέρνησις συνεχάρησαν τὸν στρατηγὸν Σάφτερ καὶ τὸν ναύαρχον Σάμψων διὰ τὴν κατάληψιν τοῦ Σαντιάγου. Συγχαρητήρια ἐστάλησαν εἰς αὐτοὺς καὶ διὰ τὴν καταστροφὴν τοῦ στόλου κατὰ τῆς Ἀβάνας ἐπίθεσιν.: [755, 659, 1002, 853]
- paragraph: Ο ΓΡΑΜΜΑΤΕΥΣ ἀναγινώσκει τὴν κατάθεσιν τοῦ μάρτυρος.: [434, 777, 737, 810]
- paragraph: Ὁ Βασιλεὺς ἀναχωρῶν ἐντεῦθεν ἀπέστειλε πρὸς τὸν πρωθυπουργὸν κ. Ζαΐμην ἐπιστολήν, ἐν τῇ ὁποίᾳ ὑποδεικνύει αὐτῷ τὰ διάφορα μέτρα, τὰ ὁποῖα πρέπει νὰ ληφθῶσι πρὸς βελτίωσιν τῆς καταστάσεως.: [1019, 188, 1271, 284]
- rule: [434, 1521, 737, 1522]
- trial-headline: Η ΧΘΕΣΙΝΗ ΔΙΚΗ: [1297, 1054, 1578, 1093]
- paragraph: ΑΜΠΑΤΗΣ (ναυτοδίκης). Μὲ δὲν εἶνε κατάστασις αὐτή, κύριε ὑγρὲ. Ἀπειλεῖται ὁ μάρτυς. Καὶ ὁ κατηγορούμενος ἐπιτείνει διαρκῶς!: [434, 1153, 737, 1217]
- trial-subhead-3: ΤΟΥ ΑΡΧΗΓΕΙΟΥ: [1376, 1219, 1499, 1237]
- crete-lead: Ἐπιδείξεις τουρκοκρητῶν κατὰ Γάλλων στρατιωτῶν.: [472, 1527, 711, 1559]
- column-3: [755, 112, 1002, 2276]
- rule: [1019, 767, 1271, 768]
- paragraph: ΜΑΡΤΥΣ. Πρέπει νὰ ἐξακολουθήσω κύριε πρόεδρε;: [434, 1220, 737, 1252]
- control-body: [1019, 1465, 1271, 1661]
- decree-body: [1019, 188, 1271, 761]
- rule: [755, 859, 1002, 860]
- paragraph: ΠΡΟΕΔΡΟΣ. Κύριε μάρτυς νὰ προσέχετε πολὺ καλὰ εἰς τοὺς λόγους σας!: [118, 1411, 415, 1444]
- names-continuation: Πανάκος, Η. Προκόπιος, Α. Σακκάλης, Ι. Σακέτος, Ι. Σιρατουδάκης, Στρουμπούλης, Δ. Σομπάκης, Σ. Τσικάκης, Π. Τζανάτος.: [1288, 112, 1587, 160]
- rule: [755, 1135, 1002, 1136]
- paragraph: ΛΕΒΙΔΗΣ. Ἐγὼ οὔτε ἐναυάρχησα, οὔτε ἐστρατήγησα, κατὰ ἐμῶν καθόλου.: [118, 146, 415, 178]
- speaker-name: ΠΡΟΕΔΡΟΣ.: [446, 574, 539, 589]
- speaker-name: ΛΑΖΑΡΙΜΟΣ.: [130, 1361, 230, 1377]
- column-5: [1288, 112, 1587, 2276]
